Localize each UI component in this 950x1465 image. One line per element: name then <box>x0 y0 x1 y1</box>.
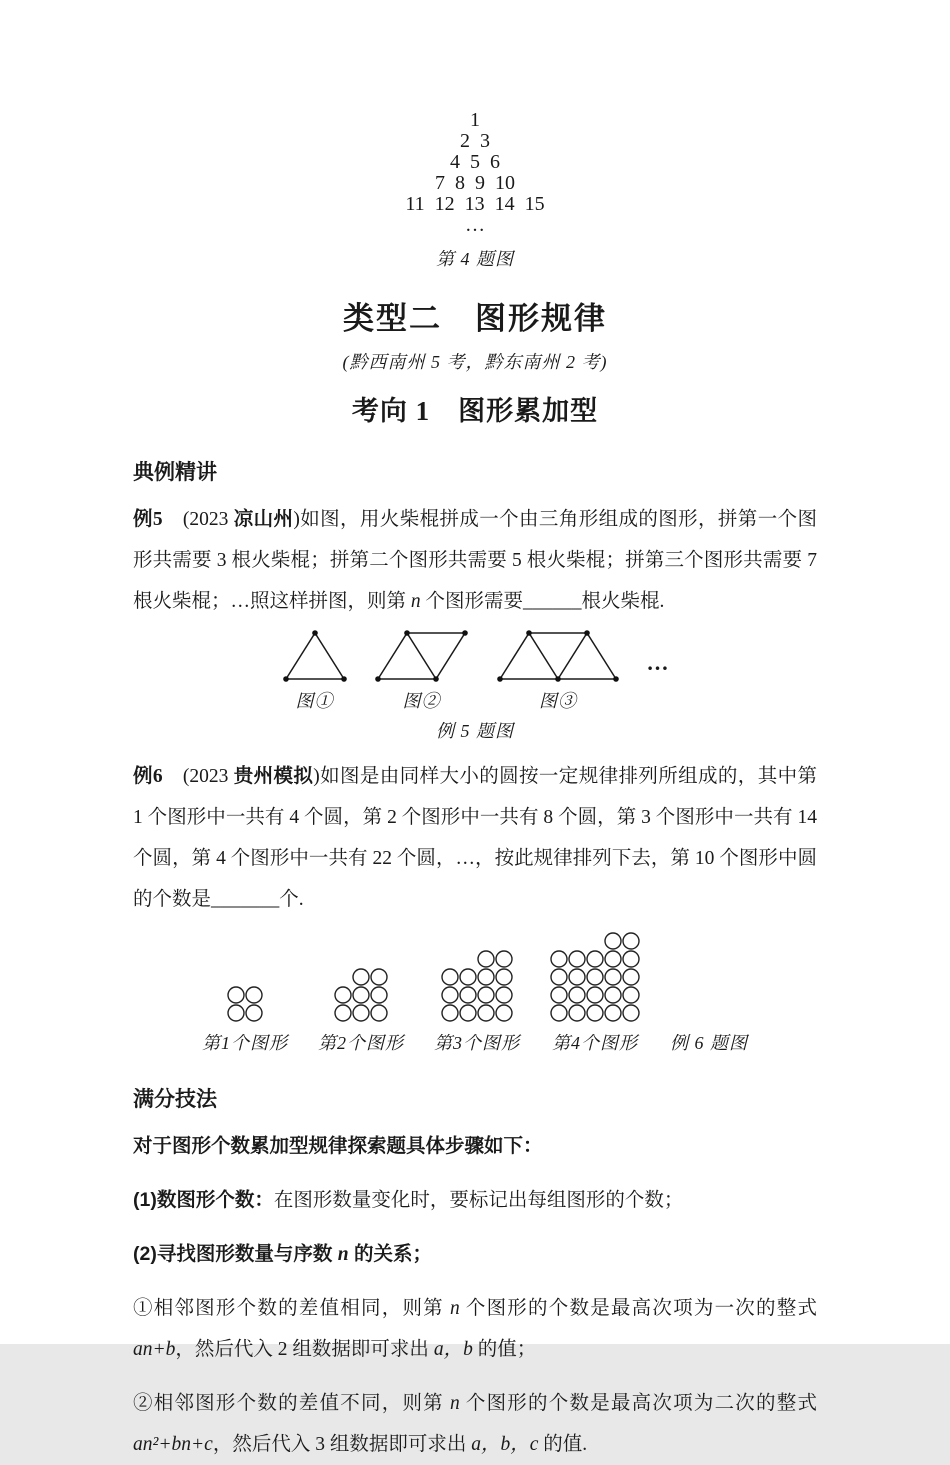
example6-label: 例6 <box>133 766 163 787</box>
ellipsis-row: … <box>465 214 485 236</box>
example5-answer-blank: ______ <box>523 591 582 612</box>
tips-note1-text-4: 的值； <box>472 1339 537 1360</box>
tips-note1 <box>133 1288 817 1370</box>
example6-answer-blank: _______ <box>211 889 280 910</box>
tips-step2-pre: (2)寻找图形数量与序数 <box>133 1243 338 1265</box>
example6-figure-4-label: 第4个图形 <box>552 1033 638 1053</box>
example5-figures-row <box>133 626 817 713</box>
tips-note2-text-1: ②相邻图形个数的差值不同，则第 <box>133 1393 450 1414</box>
formula-linear: an+b <box>133 1339 176 1360</box>
tips-note1-text-3: ，然后代入 2 组数据即可求出 <box>175 1339 434 1360</box>
number-triangle-row-3: 4 5 6 <box>450 151 500 173</box>
example6-figure-2-label: 第2个图形 <box>318 1033 404 1053</box>
tips-intro: 对于图形个数累加型规律探索题具体步骤如下： <box>133 1135 543 1157</box>
example6-text-1: 如图是由同样大小的圆按一定规律排列所组成的，其中第 1 个图形中一共有 4 个圆，第 2 个图形中一共有 8 个圆，第 3 个图形中一共有 14 个圆，第 4 个图形中一共有 22 个圆，…，按此规律排列下去，第 10 个图形中圆的个数是 <box>133 766 817 910</box>
tips-step2-post: 的关系； <box>348 1243 433 1265</box>
tips-note1-text-1: ①相邻图形个数的差值相同，则第 <box>133 1298 450 1319</box>
tips-note2-text-2: 个图形的个数是最高次项为二次的整式 <box>459 1393 817 1414</box>
example5-figure-2-label: 图② <box>402 691 441 711</box>
variable-n: n <box>337 1244 349 1265</box>
figure-caption-example6: 例 6 题图 <box>670 1033 748 1053</box>
tips-step1 <box>133 1180 817 1221</box>
tips-step1-title: (1)数图形个数： <box>133 1189 274 1211</box>
tips-step1-body: 在图形数量变化时，要标记出每组图形的个数； <box>273 1190 684 1211</box>
number-triangle-row-4: 7 8 9 10 <box>435 172 515 194</box>
example5-text-2: 个图形需要 <box>420 591 524 612</box>
tips-step2 <box>133 1234 817 1275</box>
number-triangle-row-2: 2 3 <box>460 130 490 152</box>
example6-text-2: 个. <box>279 889 304 910</box>
example5-figure-3-label: 图③ <box>539 691 577 711</box>
page-content <box>133 0 817 1465</box>
figure-sequence-ellipsis: … <box>646 649 669 675</box>
example5-source-pre: (2023 <box>162 509 234 530</box>
example6-figure-1 <box>202 986 288 1055</box>
example6-figures-row <box>133 932 817 1055</box>
section-heading-type2: 类型二 图形规律 <box>343 301 607 336</box>
example6-figure-2 <box>318 968 404 1055</box>
example5-problem-text <box>133 499 817 622</box>
example5-figure-1-label: 图① <box>295 691 334 711</box>
variable-n: n <box>450 1393 460 1414</box>
circle-grid-image-3 <box>441 950 513 1022</box>
figure-caption-question4: 第 4 题图 <box>436 249 514 269</box>
example6-problem-text <box>133 756 817 920</box>
example5-label: 例5 <box>133 509 163 530</box>
example6-figure-3-label: 第3个图形 <box>434 1033 520 1053</box>
section-label-tips: 满分技法 <box>133 1088 217 1111</box>
variables-abc: a，b，c <box>471 1434 539 1455</box>
example5-figure-3 <box>496 626 621 713</box>
example5-text-3: 根火柴棍. <box>581 591 665 612</box>
example5-text-1: 如图，用火柴棍拼成一个由三角形组成的图形，拼第一个图形共需要 3 根火柴棍；拼第二个图形共需要 5 根火柴棍；拼第三个图形共需要 7 根火柴棍；…照这样拼图，则第 <box>133 509 817 612</box>
matchstick-triangle-1-image <box>282 626 348 684</box>
circle-grid-image-1 <box>227 986 263 1022</box>
circle-grid-image-2 <box>334 968 388 1022</box>
number-triangle-row-5: 11 12 13 14 15 <box>405 193 545 215</box>
exam-frequency-note: (黔西南州 5 考，黔东南州 2 考) <box>342 352 608 372</box>
example6-source-post: ) <box>313 766 320 787</box>
example6-figure-4 <box>550 932 640 1055</box>
variable-n: n <box>450 1298 460 1319</box>
number-triangle-figure <box>133 110 817 236</box>
circle-grid-image-4 <box>550 932 640 1022</box>
example6-figure-1-label: 第1个图形 <box>202 1033 288 1053</box>
tips-note2-text-4: 的值. <box>538 1434 588 1455</box>
figure-caption-example5: 例 5 题图 <box>436 721 514 741</box>
section-heading-focus1: 考向 1 图形累加型 <box>351 396 599 426</box>
example5-source-post: ) <box>293 509 300 530</box>
example5-figure-1 <box>282 626 348 713</box>
example6-source-pre: (2023 <box>162 766 234 787</box>
formula-quadratic: an²+bn+c <box>133 1434 213 1455</box>
tips-note1-text-2: 个图形的个数是最高次项为一次的整式 <box>459 1298 817 1319</box>
section-label-examples: 典例精讲 <box>133 461 217 484</box>
example5-figure-2 <box>374 626 470 713</box>
example5-source-name: 凉山州 <box>233 508 294 530</box>
tips-note2-text-3: ，然后代入 3 组数据即可求出 <box>212 1434 472 1455</box>
variable-n: n <box>410 591 421 612</box>
example6-figure-3 <box>434 950 520 1055</box>
matchstick-triangle-2-image <box>374 626 470 684</box>
example6-source-name: 贵州模拟 <box>233 765 314 787</box>
tips-note2 <box>133 1383 817 1465</box>
matchstick-triangle-3-image <box>496 626 621 684</box>
number-triangle-row-1: 1 <box>470 109 480 131</box>
variables-ab: a，b <box>433 1339 473 1360</box>
